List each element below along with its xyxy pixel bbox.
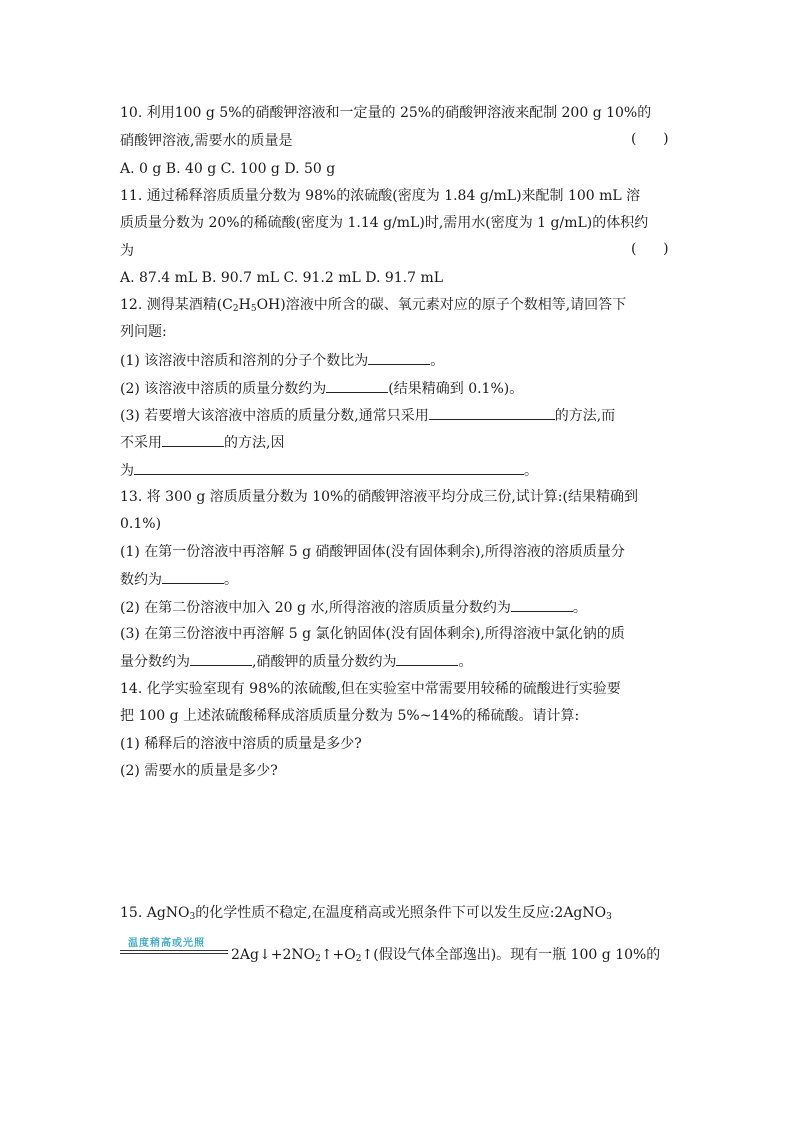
- q12-part3-text-b: 的方法,而: [554, 408, 616, 424]
- q13-part3-blank-1[interactable]: [190, 651, 252, 666]
- q12-part3-text-f: 。: [524, 463, 538, 479]
- q12-stem-line1: [120, 295, 626, 319]
- q13-part2-text: (2) 在第二份溶液中加入 20 g 水,所得溶液的溶质质量分数约为: [120, 600, 511, 616]
- q14-part1: (1) 稀释后的溶液中溶质的质量是多少?: [120, 736, 362, 752]
- q12-part3-text-c: 不采用: [120, 435, 162, 451]
- q12-part3-blank-1[interactable]: [429, 405, 555, 420]
- q13-part1-text: 数约为: [120, 572, 162, 588]
- q13-part3-blank-2[interactable]: [396, 651, 458, 666]
- q14-stem-line2: 把 100 g 上述浓硫酸稀释成溶质质量分数为 5%~14%的稀硫酸。请计算:: [120, 708, 580, 724]
- q12-part3-text-a: (3) 若要增大该溶液中溶质的质量分数,通常只采用: [120, 408, 429, 424]
- q13-part2-blank[interactable]: [511, 597, 573, 612]
- q12-stem-text-c: OH)溶液中所含的碳、氧元素对应的原子个数相等,请回答下: [256, 297, 627, 313]
- q15-text-b: 的化学性质不稳定,在温度稍高或光照条件下可以发生反应:2AgNO: [195, 905, 607, 921]
- q13-part1-line2: [120, 569, 238, 590]
- q13-part3-end: 。: [458, 654, 473, 670]
- q12-sub-2: 5: [250, 304, 257, 314]
- q13-part1-blank[interactable]: [162, 569, 224, 584]
- q15-sub-4: 2: [355, 954, 362, 964]
- reaction-condition-label: 温度稍高或光照: [128, 938, 205, 949]
- q12-part1-blank[interactable]: [368, 350, 430, 365]
- q12-part3-text-d: 的方法,因: [224, 435, 285, 451]
- q13-part3-line2: [120, 651, 472, 672]
- q15-stem-line2: [231, 945, 660, 969]
- q12-part3-line2: [120, 432, 284, 453]
- q12-stem-text-b: H: [238, 297, 251, 313]
- q10-stem-line1: 10. 利用100 g 5%的硝酸钾溶液和一定量的 25%的硝酸钾溶液来配制 200 g 10%的: [120, 105, 652, 121]
- q13-part1-line1: (1) 在第一份溶液中再溶解 5 g 硝酸钾固体(没有固体剩余),所得溶液的溶质质量分: [120, 544, 625, 560]
- q15-sub-3: 2: [315, 954, 321, 964]
- q10-answer-paren: ( ): [631, 131, 669, 147]
- q12-part1: [120, 350, 444, 371]
- reaction-equals-bar-bottom: [120, 953, 228, 954]
- q12-part2: [120, 378, 523, 399]
- q15-text-e: ↑(假设气体全部逸出)。现有一瓶 100 g 10%的: [361, 947, 661, 963]
- q12-part1-end: 。: [430, 353, 445, 369]
- q15-text-a: 15. AgNO: [120, 905, 190, 921]
- q13-part2-end: 。: [572, 600, 587, 616]
- q10-options: A. 0 g B. 40 g C. 100 g D. 50 g: [120, 161, 336, 177]
- q12-part3-text-e: 为: [120, 463, 134, 479]
- q11-options: A. 87.4 mL B. 90.7 mL C. 91.2 mL D. 91.7 mL: [120, 270, 444, 286]
- q11-stem-line1: 11. 通过稀释溶质质量分数为 98%的浓硫酸(密度为 1.84 g/mL)来配制 100 mL 溶: [120, 188, 641, 204]
- q13-part3-text-a: 量分数约为: [120, 654, 190, 670]
- q11-stem-line2: 质质量分数为 20%的稀硫酸(密度为 1.14 g/mL)时,需用水(密度为 1 g/mL)的体积约: [120, 215, 649, 231]
- q12-stem-line2: 列问题:: [120, 324, 167, 340]
- q15-text-c: 2Ag↓+2NO: [231, 947, 316, 963]
- q12-part3-line3: [120, 460, 538, 481]
- q12-sub-1: 2: [232, 304, 239, 314]
- reaction-equals-bar-top: [120, 950, 228, 951]
- q15-sub-2: 3: [606, 912, 612, 922]
- q13-stem-line2: 0.1%): [120, 516, 162, 532]
- q13-stem-line1: 13. 将 300 g 溶质质量分数为 10%的硝酸钾溶液平均分成三份,试计算:(结果精确到: [120, 489, 638, 505]
- q12-part2-text: (2) 该溶液中溶质的质量分数约为: [120, 381, 327, 397]
- q15-sub-1: 3: [189, 912, 196, 922]
- reaction-condition: [120, 934, 230, 960]
- q13-part3-text-b: ,硝酸钾的质量分数约为: [252, 654, 397, 670]
- q13-part1-end: 。: [224, 572, 238, 588]
- q12-part2-end: (结果精确到 0.1%)。: [388, 381, 524, 397]
- q13-part2: [120, 597, 587, 618]
- q11-stem-line3: 为: [120, 243, 134, 259]
- q14-part2: (2) 需要水的质量是多少?: [120, 763, 278, 779]
- q12-part1-text: (1) 该溶液中溶质和溶剂的分子个数比为: [120, 353, 369, 369]
- q15-text-d: ↑+O: [320, 947, 356, 963]
- q11-answer-paren: ( ): [631, 241, 669, 257]
- q15-stem-line1: [120, 903, 612, 927]
- q10-stem-line2: 硝酸钾溶液,需要水的质量是: [120, 133, 293, 149]
- q14-stem-line1: 14. 化学实验室现有 98%的浓硫酸,但在实验室中常需要用较稀的硫酸进行实验要: [120, 681, 621, 697]
- q12-part3-blank-3[interactable]: [134, 460, 524, 475]
- q13-part3-line1: (3) 在第三份溶液中再溶解 5 g 氯化钠固体(没有固体剩余),所得溶液中氯化钠的质: [120, 626, 625, 642]
- q12-part2-blank[interactable]: [326, 378, 388, 393]
- q12-part3-line1: [120, 405, 615, 426]
- q12-stem-text-a: 12. 测得某酒精(C: [120, 297, 233, 313]
- q12-part3-blank-2[interactable]: [162, 432, 224, 447]
